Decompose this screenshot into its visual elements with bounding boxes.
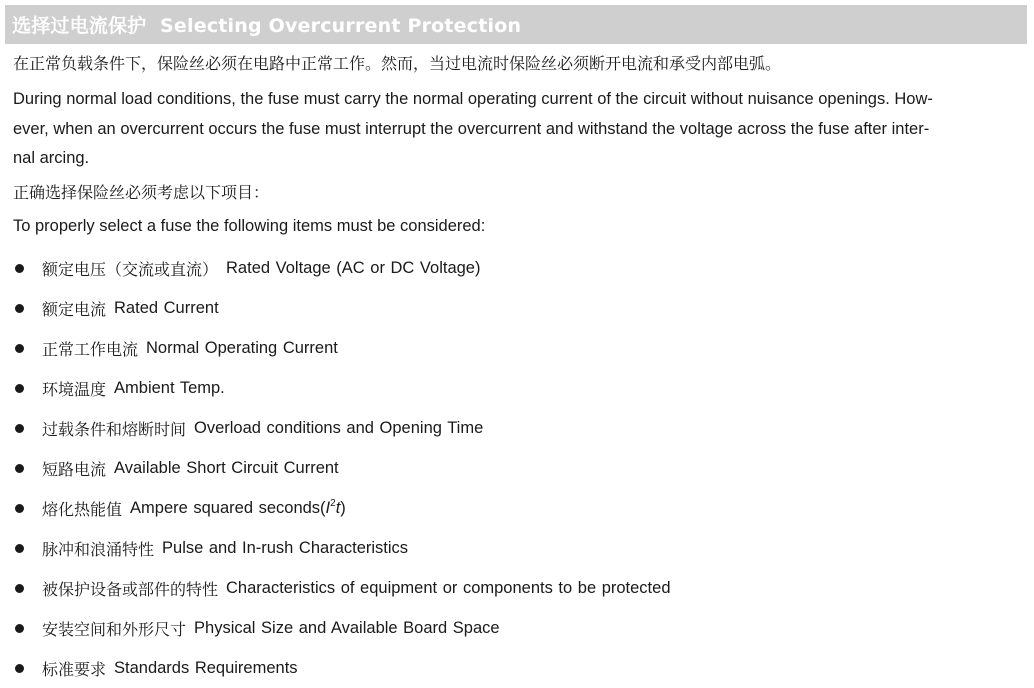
item-label-cn: 熔化热能值 [42,499,123,519]
bullet-icon [15,344,24,353]
bullet-icon [15,304,24,313]
formula-variable-t: t [335,498,341,517]
selection-intro-en: To properly select a fuse the following items must be considered: [13,216,486,235]
item-label-en: Ambient Temp. [114,378,225,397]
section-title-en: Selecting Overcurrent Protection [160,15,522,37]
item-label-cn: 正常工作电流 [42,339,139,359]
item-label-cn: 短路电流 [42,459,107,479]
item-label-cn: 标准要求 [42,659,107,679]
consideration-list [13,248,1018,688]
formula-exponent: 2 [330,497,336,509]
item-label-cn: 被保护设备或部件的特性 [42,579,219,599]
list-item-standards-requirements [13,648,1018,688]
list-item-pulse-inrush [13,528,1018,568]
list-item-normal-operating-current [13,328,1018,368]
bullet-icon [15,624,24,633]
item-label-en: Physical Size and Available Board Space [194,618,500,637]
bullet-icon [15,464,24,473]
list-item-ambient-temp [13,368,1018,408]
item-label-en [130,499,346,518]
item-label-en: Pulse and In-rush Characteristics [162,538,409,557]
item-label-cn: 额定电压（交流或直流） [42,259,219,279]
bullet-icon [15,264,24,273]
section-title [12,11,521,38]
item-label-en: Overload conditions and Opening Time [194,418,484,437]
bullet-icon [15,664,24,673]
bullet-icon [15,544,24,553]
item-label-en: Available Short Circuit Current [114,458,339,477]
list-item-overload-conditions [13,408,1018,448]
intro-paragraph-en-line: nal arcing. [13,149,90,167]
bullet-icon [15,584,24,593]
list-item-rated-current [13,288,1018,328]
item-label-en: Rated Current [114,298,219,317]
item-label-en: Normal Operating Current [146,338,338,357]
item-label-en-suffix: ) [340,498,346,517]
list-item-short-circuit-current [13,448,1018,488]
bullet-icon [15,384,24,393]
item-label-cn: 脉冲和浪涌特性 [42,539,155,559]
formula-variable-i: I [325,498,331,517]
list-item-rated-voltage [13,248,1018,288]
item-label-cn: 环境温度 [42,379,107,399]
intro-paragraph-en [13,85,1018,174]
item-label-en: Characteristics of equipment or components to be protected [226,578,671,597]
list-item-ampere-squared-seconds [13,488,1018,528]
item-label-cn: 安装空间和外形尺寸 [42,619,187,639]
intro-paragraph-cn: 在正常负载条件下，保险丝必须在电路中正常工作。然而，当过电流时保险丝必须断开电流和承受内部电弧。 [13,54,782,73]
bullet-icon [15,504,24,513]
item-label-cn: 过载条件和熔断时间 [42,419,187,439]
list-item-physical-size [13,608,1018,648]
document-body [13,52,1018,688]
selection-intro-cn: 正确选择保险丝必须考虑以下项目： [13,182,270,202]
intro-paragraph-en-line: During normal load conditions, the fuse must carry the normal operating current of the circuit without nuisance openings. How- [13,90,933,108]
item-label-cn: 额定电流 [42,299,107,319]
item-label-en-prefix: Ampere squared seconds( [130,498,326,517]
item-label-en: Standards Requirements [114,658,298,677]
section-title-cn: 选择过电流保护 [12,15,147,37]
list-item-equipment-characteristics [13,568,1018,608]
intro-paragraph-en-line: ever, when an overcurrent occurs the fuse must interrupt the overcurrent and withstand the voltage across the fuse after inter- [13,119,930,138]
bullet-icon [15,424,24,433]
item-label-en: Rated Voltage (AC or DC Voltage) [226,258,481,277]
section-header-bar [5,5,1027,44]
